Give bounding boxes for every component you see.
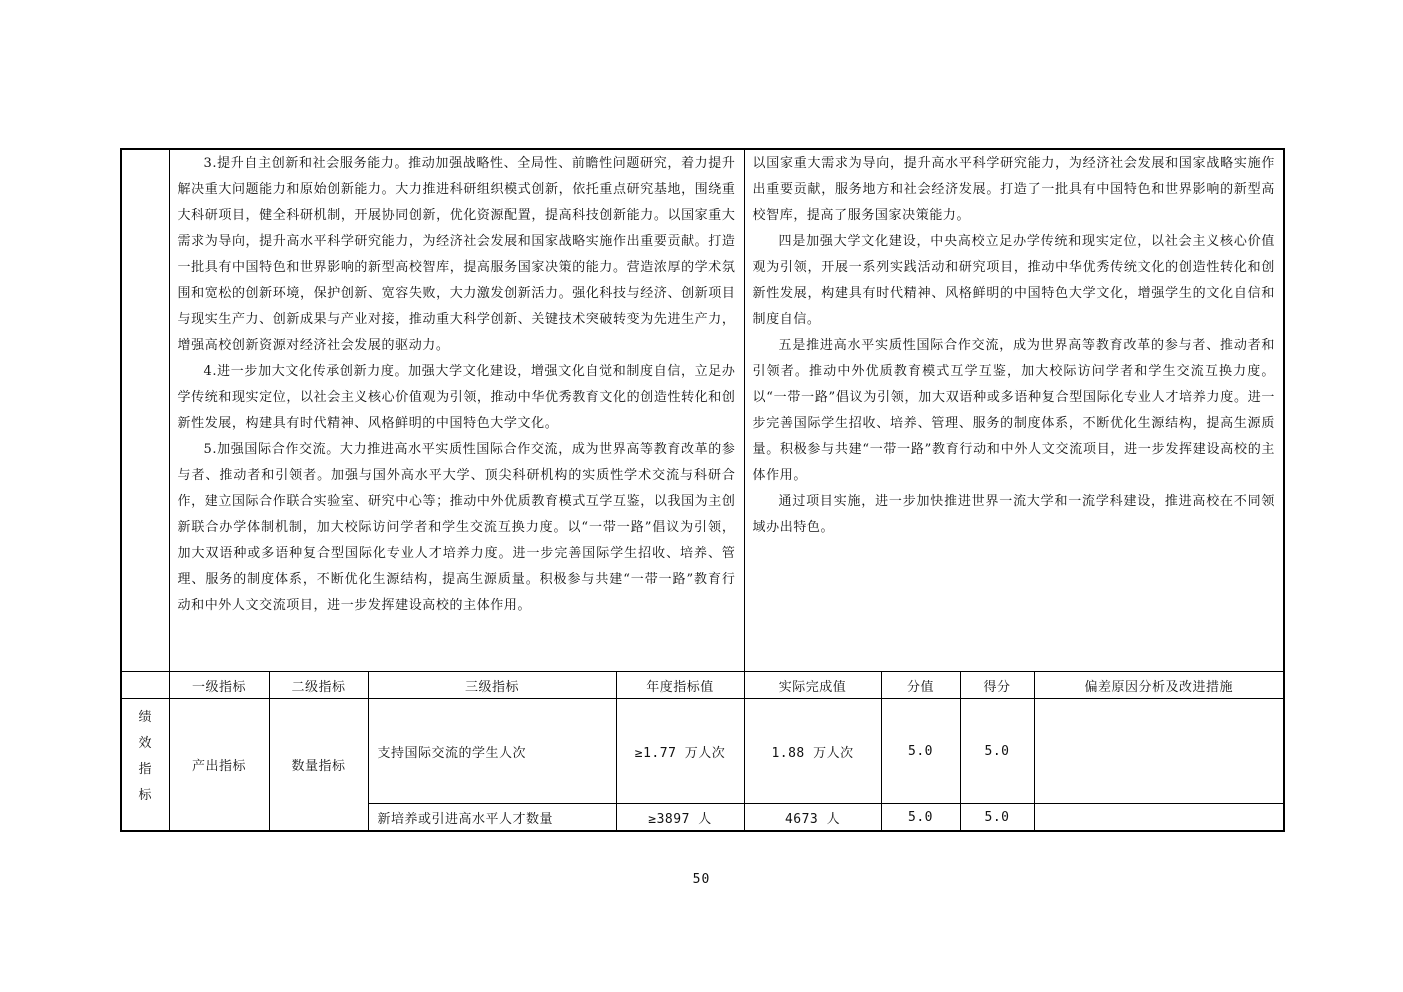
performance-indicator-label: 绩 效 指 标	[121, 699, 169, 832]
actual-cell: 1.88 万人次	[744, 699, 881, 804]
goals-text-cell	[169, 149, 744, 672]
level1-cell: 产出指标	[169, 699, 269, 832]
right-paragraph: 五是推进高水平实质性国际合作交流，成为世界高等教育改革的参与者、推动者和引领者。推动中外优质教育模式互学互鉴，加大校际访问学者和学生交流互换力度。以“一带一路”倡议为引领，加大双语种或多语种复合型国际化专业人才培养力度。进一步完善国际学生招收、培养、管理、服务的制度体系，不断优化生源结构，提高生源质量。积极参与共建“一带一路”教育行动和中外人文交流项目，进一步发挥建设高校的主体作用。	[752, 338, 1276, 483]
score-value-cell: 5.0	[881, 699, 960, 804]
header-blank	[121, 672, 169, 699]
score-value-cell: 5.0	[881, 804, 960, 832]
header-score: 得分	[960, 672, 1034, 699]
header-level3: 三级指标	[368, 672, 616, 699]
left-paragraph: 4.进一步加大文化传承创新力度。加强大学文化建设，增强文化自觉和制度自信，立足办学传统和现实定位，以社会主义核心价值观为引领，推动中华优秀教育文化的创造性转化和创新性发展，构建具有时代精神、风格鲜明的中国特色大学文化。	[177, 364, 736, 431]
page-number: 50	[692, 872, 711, 887]
results-text-cell	[744, 149, 1284, 672]
header-score-value: 分值	[881, 672, 960, 699]
indicator-cell: 支持国际交流的学生人次	[368, 699, 616, 804]
analysis-cell	[1034, 804, 1284, 832]
header-actual: 实际完成值	[744, 672, 881, 699]
analysis-cell	[1034, 699, 1284, 804]
header-level1: 一级指标	[169, 672, 269, 699]
actual-cell: 4673 人	[744, 804, 881, 832]
performance-table	[120, 148, 1285, 832]
header-level2: 二级指标	[269, 672, 368, 699]
level2-cell: 数量指标	[269, 699, 368, 832]
table-row	[121, 699, 1284, 804]
blank-side-cell	[121, 149, 169, 672]
score-cell: 5.0	[960, 699, 1034, 804]
text-row	[121, 149, 1284, 672]
left-paragraph: 3.提升自主创新和社会服务能力。推动加强战略性、全局性、前瞻性问题研究，着力提升解决重大问题能力和原始创新能力。大力推进科研组织模式创新，依托重点研究基地，围绕重大科研项目，健全科研机制，开展协同创新，优化资源配置，提高科技创新能力。以国家重大需求为导向，提升高水平科学研究能力，为经济社会发展和国家战略实施作出重要贡献。打造一批具有中国特色和世界影响的新型高校智库，提高服务国家决策的能力。营造浓厚的学术氛围和宽松的创新环境，保护创新、宽容失败，大力激发创新活力。强化科技与经济、创新项目与现实生产力、创新成果与产业对接，推动重大科学创新、关键技术突破转变为先进生产力，增强高校创新资源对经济社会发展的驱动力。	[177, 156, 736, 353]
target-cell: ≥3897 人	[616, 804, 744, 832]
indicator-cell: 新培养或引进高水平人才数量	[368, 804, 616, 832]
right-paragraph: 以国家重大需求为导向，提升高水平科学研究能力，为经济社会发展和国家战略实施作出重要贡献，服务地方和社会经济发展。打造了一批具有中国特色和世界影响的新型高校智库，提高了服务国家决策能力。	[752, 156, 1276, 223]
left-paragraph: 5.加强国际合作交流。大力推进高水平实质性国际合作交流，成为世界高等教育改革的参与者、推动者和引领者。加强与国外高水平大学、顶尖科研机构的实质性学术交流与科研合作，建立国际合作联合实验室、研究中心等；推动中外优质教育模式互学互鉴，以我国为主创新联合办学体制机制，加大校际访问学者和学生交流互换力度。以“一带一路”倡议为引领，加大双语种或多语种复合型国际化专业人才培养力度。进一步完善国际学生招收、培养、管理、服务的制度体系，不断优化生源结构，提高生源质量。积极参与共建“一带一路”教育行动和中外人文交流项目，进一步发挥建设高校的主体作用。	[177, 442, 736, 613]
right-paragraph: 四是加强大学文化建设，中央高校立足办学传统和现实定位，以社会主义核心价值观为引领，开展一系列实践活动和研究项目，推动中华优秀传统文化的创造性转化和创新性发展，构建具有时代精神、风格鲜明的中国特色大学文化，增强学生的文化自信和制度自信。	[752, 234, 1276, 327]
target-cell: ≥1.77 万人次	[616, 699, 744, 804]
header-row	[121, 672, 1284, 699]
score-cell: 5.0	[960, 804, 1034, 832]
header-analysis: 偏差原因分析及改进措施	[1034, 672, 1284, 699]
header-target: 年度指标值	[616, 672, 744, 699]
right-paragraph: 通过项目实施，进一步加快推进世界一流大学和一流学科建设，推进高校在不同领域办出特色。	[752, 494, 1276, 535]
